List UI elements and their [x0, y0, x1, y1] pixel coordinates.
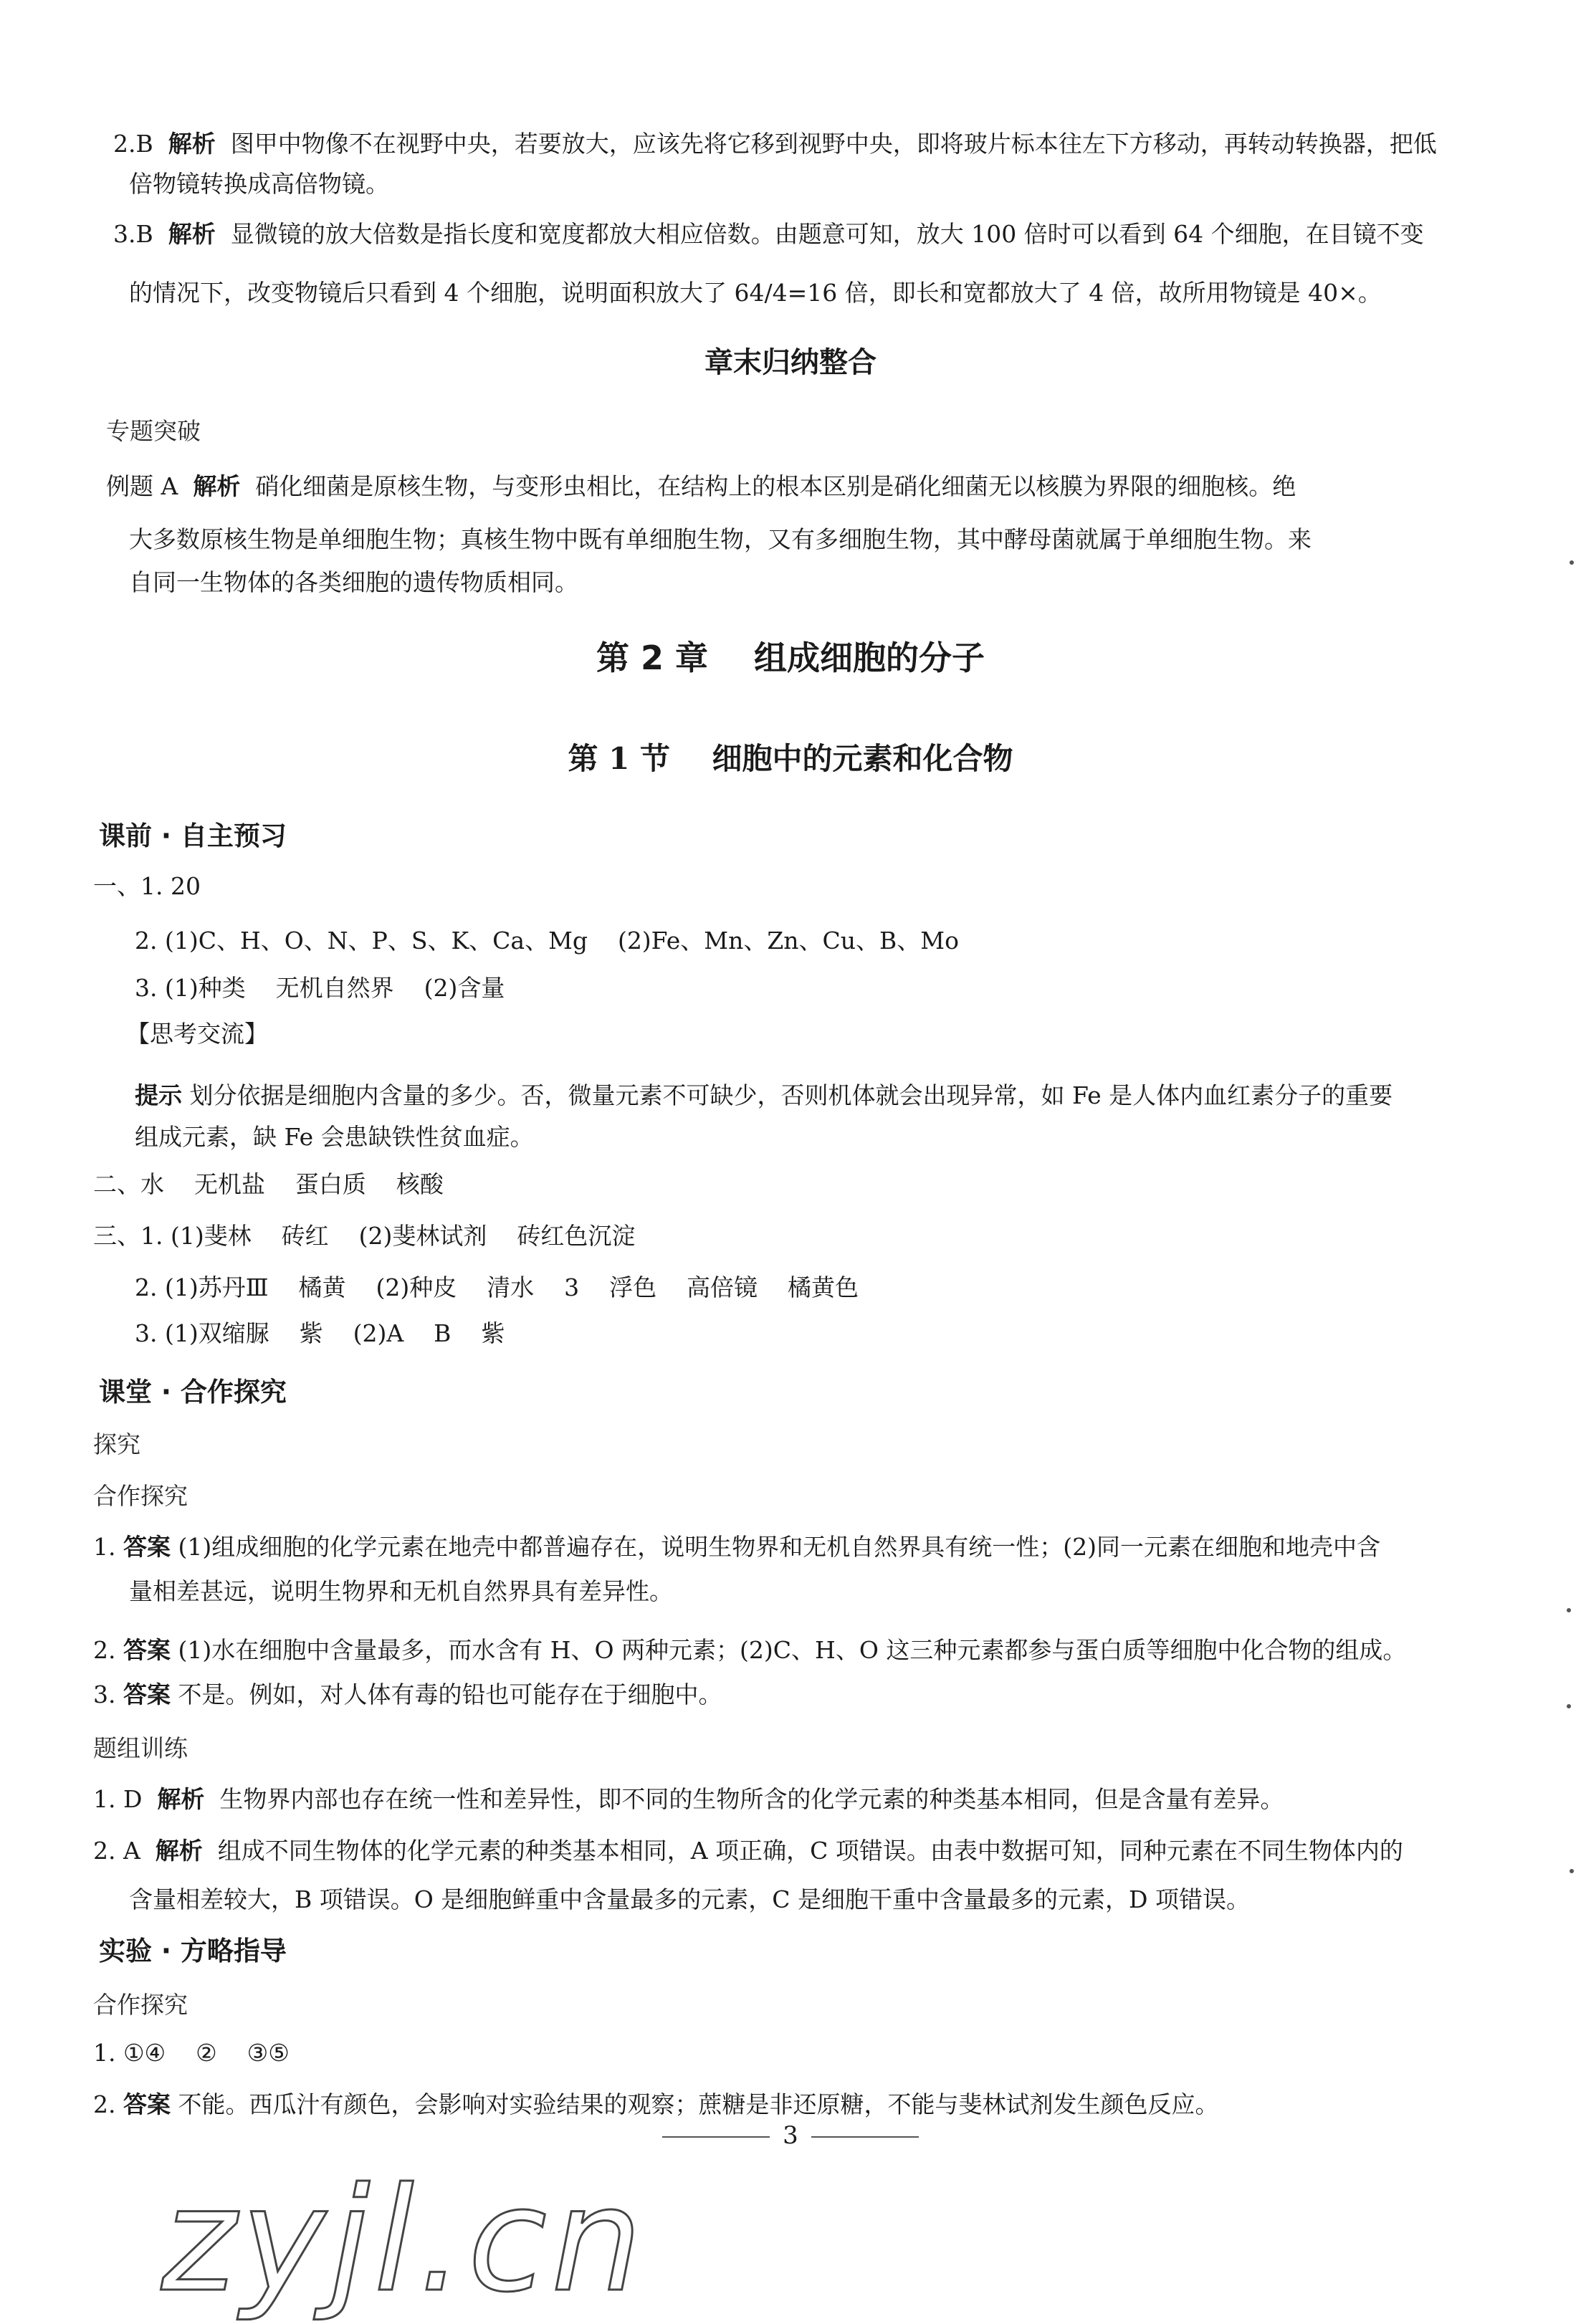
example-line3: 自同一生物体的各类细胞的遗传物质相同。	[129, 568, 578, 596]
practice-2-line2: 含量相差较大，B 项错误。O 是细胞鲜重中含量最多的元素，C 是细胞干重中含量最多的元素，D 项错误。	[129, 1885, 1250, 1913]
margin-speck	[1567, 1704, 1571, 1708]
tip-line2: 组成元素，缺 Fe 会患缺铁性贫血症。	[135, 1123, 534, 1151]
preview-heading: 课前 · 自主预习	[99, 821, 287, 851]
practice-subheading: 题组训练	[93, 1734, 188, 1762]
coop-subheading: 合作探究	[93, 1482, 188, 1510]
page-number-rule-left	[662, 2136, 770, 2138]
margin-speck	[1570, 560, 1574, 565]
q2-line1: 2.B 解析 图甲中物像不在视野中央，若要放大，应该先将它移到视野中央，即将玻片标本往左下方移动，再转动转换器，把低	[113, 130, 1437, 158]
explore-subheading: 探究	[93, 1430, 140, 1458]
experiment-heading: 实验 · 方略指导	[99, 1936, 287, 1966]
experiment-answer2: 2. 答案 不能。西瓜汁有颜色，会影响对实验结果的观察；蔗糖是非还原糖，不能与斐林试剂发生颜色反应。	[93, 2090, 1219, 2118]
section-title: 第 1 节 细胞中的元素和化合物	[568, 741, 1013, 776]
coop-answer2: 2. 答案 (1)水在细胞中含量最多，而水含有 H、O 两种元素；(2)C、H、O 这三种元素都参与蛋白质等细胞中化合物的组成。	[93, 1636, 1407, 1664]
q3-line2: 的情况下，改变物镜后只看到 4 个细胞，说明面积放大了 64/4=16 倍，即长和宽都放大了 4 倍，故所用物镜是 40×。	[129, 279, 1382, 307]
preview-line4: 二、水 无机盐 蛋白质 核酸	[93, 1170, 444, 1198]
practice-2-line1: 2. A 解析 组成不同生物体的化学元素的种类基本相同，A 项正确，C 项错误。由表中数据可知，同种元素在不同生物体内的	[93, 1837, 1403, 1865]
summary-subheading: 专题突破	[106, 417, 201, 445]
preview-line3: 3. (1)种类 无机自然界 (2)含量	[135, 974, 505, 1002]
margin-speck	[1567, 1608, 1571, 1612]
preview-line2: 2. (1)C、H、O、N、P、S、K、Ca、Mg (2)Fe、Mn、Zn、Cu、B、Mo	[135, 927, 959, 955]
coop-answer1-line2: 量相差甚远，说明生物界和无机自然界具有差异性。	[129, 1577, 673, 1605]
watermark: zyjl.cn	[161, 2157, 646, 2324]
example-line2: 大多数原核生物是单细胞生物；真核生物中既有单细胞生物，又有多细胞生物，其中酵母菌就属于单细胞生物。来	[129, 525, 1312, 553]
experiment-subheading: 合作探究	[93, 1991, 188, 2019]
classroom-heading: 课堂 · 合作探究	[99, 1377, 287, 1407]
preview-line1: 一、1. 20	[93, 872, 201, 900]
q3-line1: 3.B 解析 显微镜的放大倍数是指长度和宽度都放大相应倍数。由题意可知，放大 100 倍时可以看到 64 个细胞，在目镜不变	[113, 220, 1424, 248]
preview-line7: 3. (1)双缩脲 紫 (2)A B 紫	[135, 1319, 505, 1347]
preview-line5: 三、1. (1)斐林 砖红 (2)斐林试剂 砖红色沉淀	[93, 1222, 636, 1250]
practice-1: 1. D 解析 生物界内部也存在统一性和差异性，即不同的生物所含的化学元素的种类基本相同，但是含量有差异。	[93, 1785, 1284, 1813]
q2-line2: 倍物镜转换成高倍物镜。	[129, 170, 389, 198]
tip-line1: 提示 划分依据是细胞内含量的多少。否，微量元素不可缺少，否则机体就会出现异常，如 Fe 是人体内血红素分子的重要	[135, 1081, 1393, 1109]
page-number: 3	[0, 2121, 1581, 2150]
preview-line6: 2. (1)苏丹Ⅲ 橘黄 (2)种皮 清水 3 浮色 高倍镜 橘黄色	[135, 1273, 859, 1301]
chapter-title: 第 2 章 组成细胞的分子	[596, 639, 985, 677]
summary-title: 章末归纳整合	[704, 346, 877, 379]
page-number-rule-right	[811, 2136, 919, 2138]
coop-answer1-line1: 1. 答案 (1)组成细胞的化学元素在地壳中都普遍存在，说明生物界和无机自然界具有统一性；(2)同一元素在细胞和地壳中含	[93, 1533, 1380, 1561]
coop-answer3: 3. 答案 不是。例如，对人体有毒的铅也可能存在于细胞中。	[93, 1680, 722, 1708]
example-line1: 例题 A 解析 硝化细菌是原核生物，与变形虫相比，在结构上的根本区别是硝化细菌无以核膜为界限的细胞核。绝	[106, 472, 1296, 500]
margin-speck	[1570, 1869, 1574, 1873]
think-exchange: 【思考交流】	[126, 1020, 268, 1048]
experiment-line1: 1. ①④ ② ③⑤	[93, 2039, 290, 2067]
